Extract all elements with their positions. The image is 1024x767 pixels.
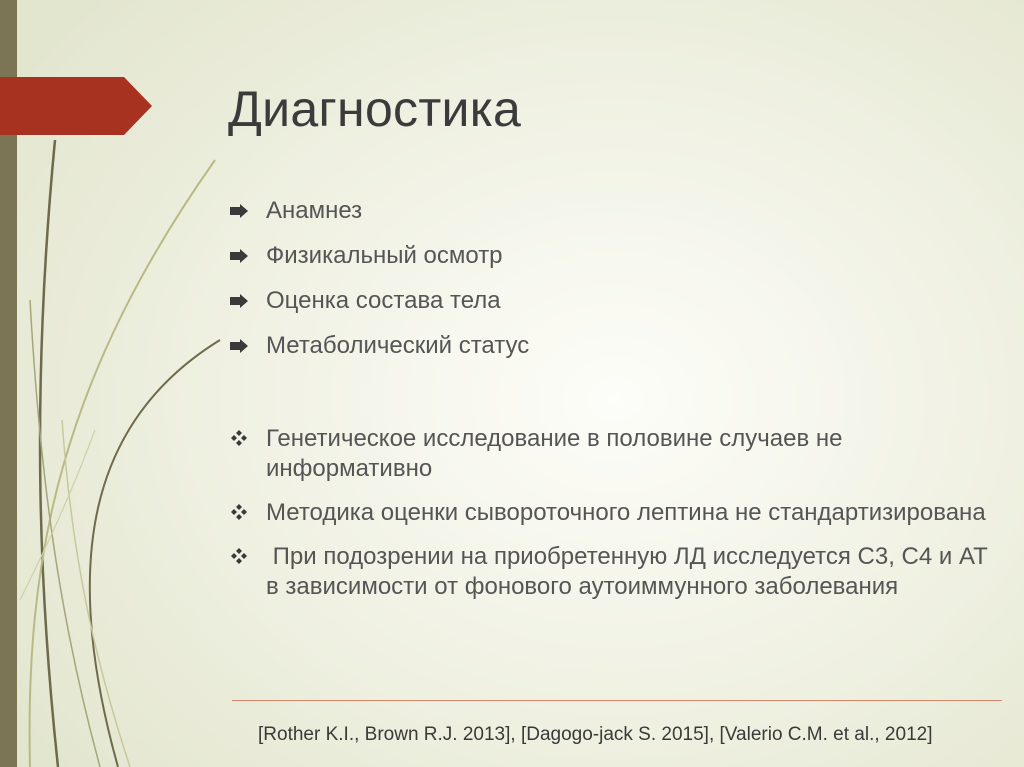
footer-divider (232, 700, 1002, 701)
diamond-bullet-list (230, 424, 995, 616)
list-item (230, 196, 529, 241)
arrow-bullet-list (230, 196, 529, 376)
diamond-bullet-icon (230, 547, 248, 565)
list-item (230, 241, 529, 286)
arrow-bullet-icon (230, 339, 248, 353)
list-item (230, 498, 990, 528)
title-accent-flag (0, 77, 152, 135)
list-item-label: Оценка состава тела (266, 287, 501, 314)
slide-title: Диагностика (228, 81, 522, 137)
list-item-label: При подозрении на приобретенную ЛД исследуется С3, С4 и АТ в зависимости от фонового аутоиммунного заболевания (266, 543, 995, 600)
list-item (230, 331, 529, 376)
diamond-bullet-icon (230, 503, 248, 521)
list-item (230, 542, 995, 602)
diamond-bullet-icon (230, 429, 248, 447)
list-item-label: Метаболический статус (266, 332, 530, 359)
list-item-label: Физикальный осмотр (266, 242, 503, 269)
arrow-bullet-icon (230, 294, 248, 308)
list-item-label: Генетическое исследование в половине случаев не информативно (266, 425, 850, 482)
arrow-bullet-icon (230, 204, 248, 218)
references-text: [Rother K.I., Brown R.J. 2013], [Dagogo-jack S. 2015], [Valerio C.M. et al., 2012] (258, 724, 933, 745)
list-item-label: Анамнез (266, 197, 363, 224)
list-item (230, 424, 990, 484)
list-item (230, 286, 529, 331)
list-item-label: Методика оценки сывороточного лептина не стандартизирована (266, 499, 986, 526)
arrow-bullet-icon (230, 249, 248, 263)
